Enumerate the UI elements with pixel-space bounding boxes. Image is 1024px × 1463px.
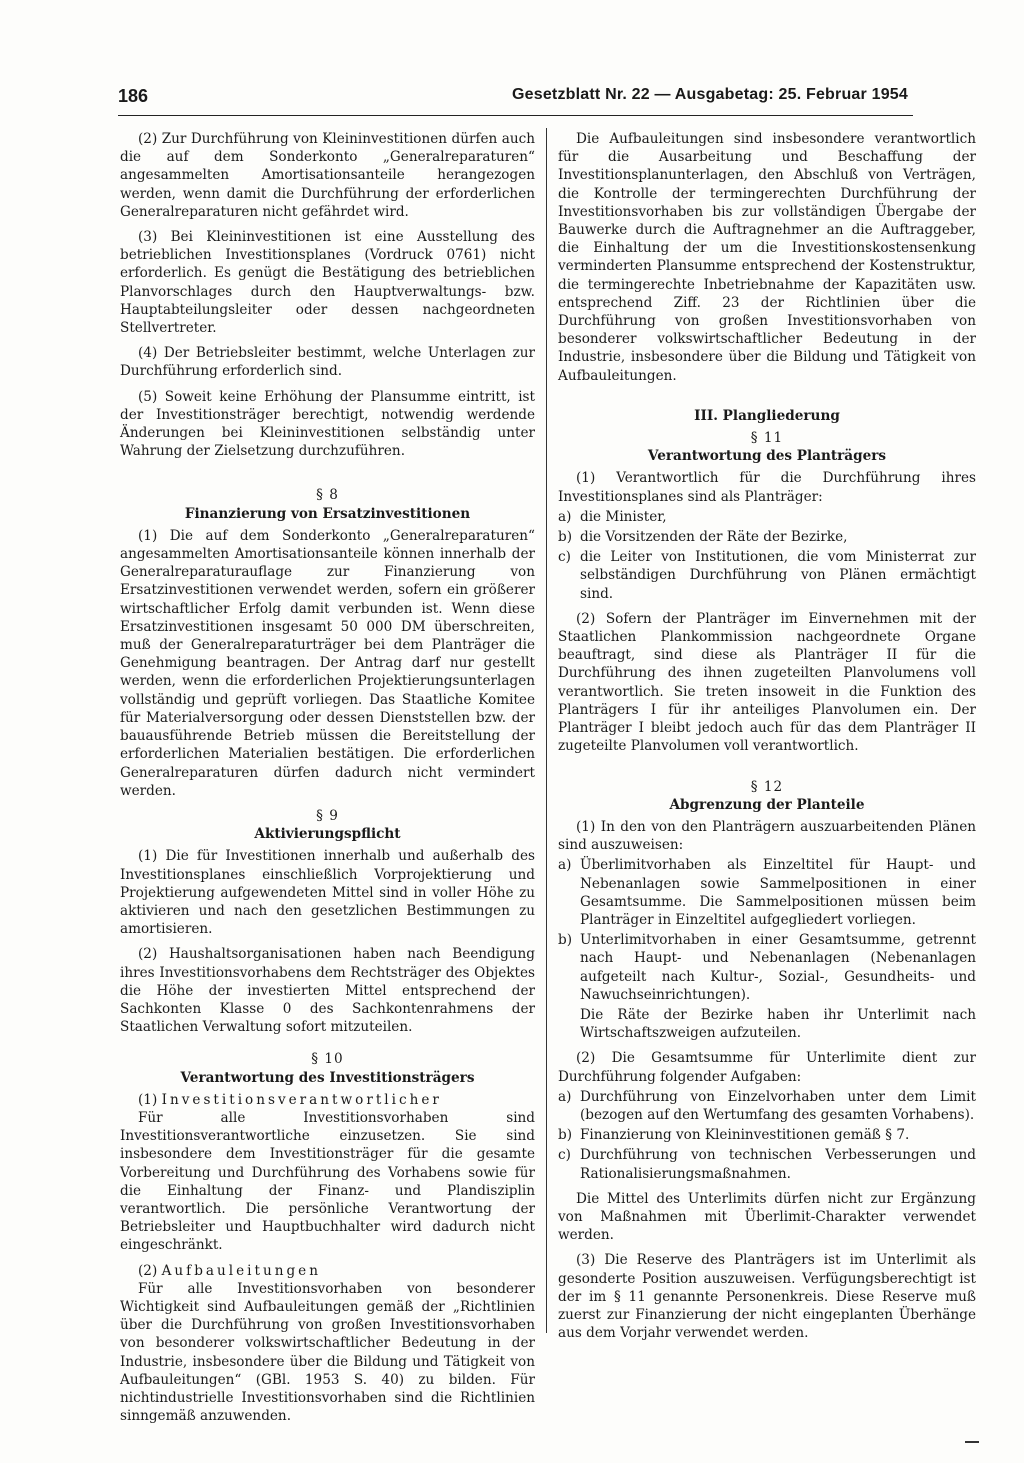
paragraph-12-1: (1) In den von den Planträgern auszuarbeitenden Plänen sind auszuweisen: — [558, 818, 976, 854]
paragraph-11-2: (2) Sofern der Planträger im Einvernehmen mit der Staatlichen Plankommission nachgeordnete Organe beauftragt, sind diese als Planträger II für die Durchführung des ihnen zugeteilten Planvolumens voll verantwortlich. Sie treten insoweit in die Funktion des Planträgers I für ihr anteiliges Planvolumen ein. Der Planträger I bleibt jedoch auch für das dem Planträger II zugeteilte Planvolumen voll verantwortlich. — [558, 610, 976, 755]
paragraph-10-2-number: (2) — [138, 1262, 158, 1279]
section-11-mark: § 11 — [750, 430, 784, 447]
list-item: b) Finanzierung von Kleininvestitionen gemäß § 7. — [558, 1127, 910, 1144]
list-item: a) Überlimitvorhaben als Einzeltitel für Haupt- und Nebenanlagen sowie Sammelpositionen in einer Gesamtsumme. Die Sammelpositionen müssen beim Planträger in Einzeltitel aufgegliedert vorliegen. — [558, 857, 976, 928]
section-10-title: Verantwortung des Investitionsträgers — [180, 1069, 475, 1086]
section-11-title: Verantwortung des Planträgers — [647, 448, 887, 465]
list-item: c) Durchführung von technischen Verbesserungen und Rationalisierungsmaßnahmen. — [558, 1147, 976, 1182]
paragraph-7-5: (5) Soweit keine Erhöhung der Plansumme eintritt, ist der Investitionsträger berechtigt, notwendig werdende Änderungen bei Kleininvestitionen selbständig unter Wahrung der Zielsetzung durchzuführen. — [120, 388, 535, 460]
paragraph-7-2: (2) Zur Durchführung von Kleininvestitionen dürfen auch die auf dem Sonderkonto „Generalreparaturen“ angesammelten Amortisationsanteile herangezogen werden, wenn damit die Durchführung der erforderlichen Generalreparaturen nicht gefährdet wird. — [120, 131, 535, 220]
section-12-mark: § 12 — [750, 778, 784, 795]
paragraph-10-1-body: Für alle Investitionsvorhaben sind Investitionsverantwortliche einzusetzen. Sie sind insbesondere dem Investitionsträger für die gesamte Vorbereitung und Durchführung des Vorhabens sowie für die Einhaltung der Finanz- und Plandisziplin verantwortlich. Die persönliche Verantwortung der Betriebsleiter und Hauptbuchhalter wird dadurch nicht eingeschränkt. — [120, 1109, 535, 1254]
section-9-title: Aktivierungspflicht — [254, 826, 401, 843]
paragraph-10-2-body: Für alle Investitionsvorhaben von besonderer Wichtigkeit sind Aufbauleitungen gemäß der „Richtlinien über die Durchführung von großen Investitionsvorhaben von besonderer volkswirtschaftlicher Bedeutung in der Industrie, insbesondere über die Bildung und Tätigkeit von Aufbauleitungen“ (GBl. 1953 S. 40) zu bilden. Für nichtindustrielle Investitionsvorhaben sind die Richtlinien sinngemäß anzuwenden. — [120, 1280, 535, 1425]
page-header — [118, 86, 908, 110]
column-divider — [546, 128, 547, 1333]
section-12-list-1 — [558, 856, 976, 1004]
paragraph-10-1-label: Investitionsverantwortlicher — [161, 1091, 442, 1108]
list-item: c) die Leiter von Institutionen, die vom Ministerrat zur selbständigen Durchführung von Plänen ermächtigt sind. — [558, 549, 976, 602]
list-item: a) Durchführung von Einzelvorhaben unter dem Limit (bezogen auf den Wertumfang des gesamten Vorhabens). — [558, 1088, 976, 1123]
paragraph-7-4: (4) Der Betriebsleiter bestimmt, welche Unterlagen zur Durchführung erforderlich sind. — [120, 345, 535, 380]
section-12-list-2 — [558, 1088, 976, 1183]
paragraph-7-3: (3) Bei Kleininvestitionen ist eine Ausstellung des betrieblichen Investitionsplanes (Vordruck 0761) nicht erforderlich. Es genügt die Bestätigung des betrieblichen Planvorschlages durch den Hauptverwaltungs- bzw. Hauptabteilungsleiter oder dessen nachgeordneten Stellvertreter. — [120, 229, 535, 337]
right-column — [558, 130, 976, 1349]
paragraph-11-1: (1) Verantwortlich für die Durchführung ihres Investitionsplanes sind als Planträger: — [558, 470, 976, 505]
header-rule — [118, 115, 913, 116]
paragraph-12-2: (2) Die Gesamtsumme für Unterlimite dient zur Durchführung folgender Aufgaben: — [558, 1050, 976, 1085]
page-number: 186 — [118, 86, 149, 106]
paragraph-9-1: (1) Die für Investitionen innerhalb und außerhalb des Investitionsplanes einschließlich Vorprojektierung und Projektierung aufgewendeten Mittel sind in voller Höhe zu aktivieren und nach den gesetzlichen Bestimmungen zu amortisieren. — [120, 848, 535, 938]
section-9-mark: § 9 — [316, 807, 339, 824]
section-12-title: Abgrenzung der Planteile — [669, 796, 865, 813]
paragraph-8-1: (1) Die auf dem Sonderkonto „Generalreparaturen“ angesammelten Amortisationsanteile können innerhalb der Generalreparaturauflage zur Finanzierung von Ersatzinvestitionen verwendet werden, sofern ein größerer wirtschaftlicher Erfolg damit verbunden ist. Wenn diese Ersatzinvestitionen insgesamt 50 000 DM überschreiten, muß der Generalreparaturträger bei dem Planträger die Genehmigung beantragen. Der Antrag darf nur gestellt werden, wenn die erforderlichen Projektierungsunterlagen vollständig und geprüft vorliegen. Das Staatliche Komitee für Materialversorgung oder dessen Dienststellen bzw. der bauausführende Betrieb müssen die Bereitstellung der erforderlichen Materialien bestätigen. Die erforderlichen Generalreparaturen dürfen dadurch nicht vermindert werden. — [120, 527, 535, 799]
list-item: b) Unterlimitvorhaben in einer Gesamtsumme, getrennt nach Haupt- und Nebenanlagen (Nebenanlagen aufgeteilt nach Kultur-, Sozial-, Gesundheits- und Nawuchseinrichtungen). — [558, 932, 976, 1003]
paragraph-10-2-label: Aufbauleitungen — [161, 1262, 321, 1279]
paragraph-10-1-heading — [120, 1091, 535, 1109]
running-title: Gesetzblatt Nr. 22 — Ausgabetag: 25. Februar 1954 — [511, 86, 908, 103]
list-item: b) die Vorsitzenden der Räte der Bezirke, — [558, 529, 848, 546]
paragraph-12-3: (3) Die Reserve des Planträgers ist im Unterlimit als gesonderte Position auszuweisen. Verfügungsberechtigt ist der im § 11 genannte Personenkreis. Diese Reserve muß zuerst zur Finanzierung der nicht eingeplanten Überhänge aus dem Vorjahr verwendet werden. — [558, 1252, 976, 1342]
section-11-list — [558, 508, 976, 603]
section-8-title: Finanzierung von Ersatzinvestitionen — [184, 505, 471, 522]
paragraph-10-2-heading — [120, 1262, 535, 1280]
footer-mark — [965, 1441, 979, 1443]
paragraph-12-1-note: Die Räte der Bezirke haben ihr Unterlimit nach Wirtschaftszweigen aufzuteilen. — [580, 1006, 976, 1042]
section-10-mark: § 10 — [311, 1051, 344, 1068]
left-column — [120, 130, 535, 1432]
list-item: a) die Minister, — [558, 508, 667, 525]
paragraph-10-1-number: (1) — [138, 1091, 158, 1108]
paragraph-9-2: (2) Haushaltsorganisationen haben nach Beendigung ihres Investitionsvorhabens dem Rechtsträger des Objektes die Höhe der investierten Mittel entsprechend der Sachkonten Klasse 0 des Sachkontenrahmens der Staatlichen Verwaltung sofort mitzuteilen. — [120, 946, 535, 1036]
section-8-mark: § 8 — [316, 487, 339, 504]
paragraph-aufbauleitungen: Die Aufbauleitungen sind insbesondere verantwortlich für die Ausarbeitung und Beschaffung der Investitionsplanunterlagen, den Abschluß von Verträgen, die Kontrolle der termingerechten Durchführung der Investitionsvorhaben bis zur vollständigen Übergabe der Bauwerke durch die Auftragnehmer an die Auftraggeber, die Einhaltung der um die Investitionskostensenkung verminderten Plansumme entsprechend der Kostenstruktur, die termingerechte Inbetriebnahme der Kapazitäten usw. entsprechend Ziff. 23 der Richtlinien über die Durchführung von großen Investitionsvorhaben von besonderer volkswirtschaftlicher Bedeutung in der Industrie, insbesondere über die Bildung und Tätigkeit von Aufbauleitungen. — [558, 131, 976, 384]
part-3-title: III. Plangliederung — [694, 407, 840, 424]
paragraph-12-2-close: Die Mittel des Unterlimits dürfen nicht zur Ergänzung von Maßnahmen mit Überlimit-Charakter verwendet werden. — [558, 1190, 976, 1244]
